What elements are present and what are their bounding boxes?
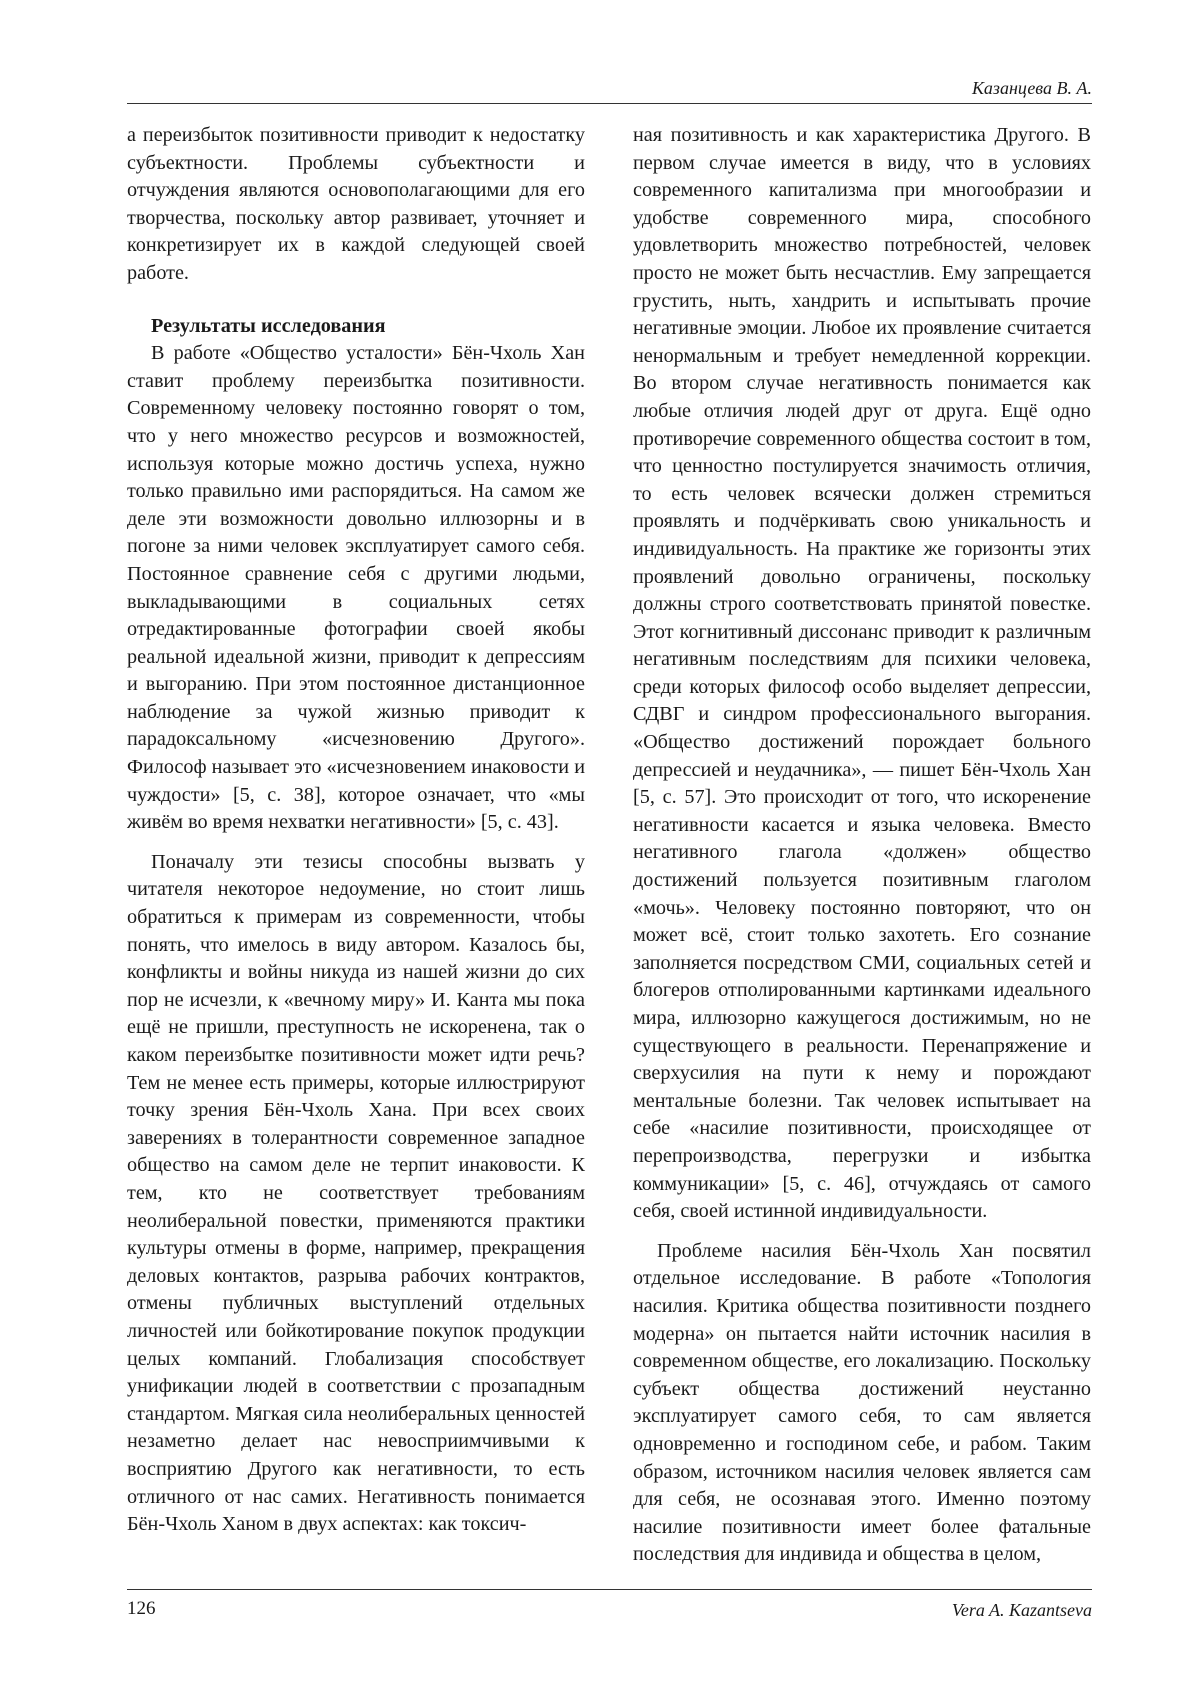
page-number: 126 [127,1598,156,1619]
right-column [633,122,1091,1569]
left-column [127,122,585,1539]
right-paragraph-1: ная позитивность и как характеристика Другого. В первом случае имеется в виду, что в условиях современного капитализма при многообразии и удобстве современного мира, способного удовлетворить множество потребностей, человек просто не может быть несчастлив. Ему запрещается грустить, ныть, хандрить и испытывать прочие негативные эмоции. Любое их проявление считается ненормальным и требует немедленной коррекции. Во втором случае негативность понимается как любые отличия людей друг от друга. Ещё одно противоречие современного общества состоит в том, что ценностно постулируется значимость отличия, то есть человек всячески должен стремиться проявлять и подчёркивать свою уникальность и индивидуальность. На практике же горизонты этих проявлений довольно ограничены, поскольку должны строго соответствовать принятой повестке. Этот когнитивный диссонанс приводит к различным негативным последствиям для психики человека, среди которых философ особо выделяет депрессии, СДВГ и синдром профессионального выгорания. «Общество достижений порождает больного депрессией и неудачника», — пишет Бён-Чхоль Хан [5, с. 57]. Это происходит от того, что искоренение негативности касается и языка человека. Вместо негативного глагола «должен» общество достижений пользуется позитивным глаголом «мочь». Человеку постоянно повторяют, что он может всё, стоит только захотеть. Его сознание заполняется посредством СМИ, социальных сетей и блогеров отполированными картинками идеального мира, иллюзорно кажущегося достижимым, но не существующего в реальности. Перенапряжение и сверхусилия на пути к нему и порождают ментальные болезни. Так человек испытывает на себе «насилие позитивности, происходящее от перепроизводства, перегрузки и избытка коммуникации» [5, с. 46], отчуждаясь от самого себя, своей истинной индивидуальности. [633,124,1091,1223]
header-rule [127,103,1092,104]
left-paragraph-1: а переизбыток позитивности приводит к недостатку субъектности. Проблемы субъектности и отчуждения являются основополагающими для его творчества, поскольку автор развивает, уточняет и конкретизирует их в каждой следующей своей работе. [127,124,585,284]
left-paragraph-3: Поначалу эти тезисы способны вызвать у читателя некоторое недоумение, но стоит лишь обратиться к примерам из современности, чтобы понять, что имелось в виду автором. Казалось бы, конфликты и войны никуда из нашей жизни до сих пор не исчезли, к «вечному миру» И. Канта мы пока ещё не пришли, преступность не искоренена, так о каком переизбытке позитивности может идти речь? Тем не менее есть примеры, которые иллюстрируют точку зрения Бён-Чхоль Хана. При всех своих заверениях в толерантности современное западное общество на самом деле не терпит инаковости. К тем, кто не соответствует требованиям неолиберальной повестки, применяются практики культуры отмены в форме, например, прекращения деловых контактов, разрыва рабочих контрактов, отмены публичных выступлений отдельных личностей или бойкотирование покупок продукции целых компаний. Глобализация способствует унификации людей в соответствии с прозападным стандартом. Мягкая сила неолиберальных ценностей незаметно делает нас невосприимчивыми к восприятию Другого как негативности, то есть отличного от нас самих. Негативность понимается Бён-Чхоль Ханом в двух аспектах: как токсич- [127,850,585,1536]
left-paragraph-2: В работе «Общество усталости» Бён-Чхоль Хан ставит проблему переизбытка позитивности. Современному человеку постоянно говорят о том, что у него множество ресурсов и возможностей, используя которые можно достичь успеха, нужно только правильно ими распорядиться. На самом же деле эти возможности довольно иллюзорны и в погоне за ними человек эксплуатирует самого себя. Постоянное сравнение себя с другими людьми, выкладывающими в социальных сетях отредактированные фотографии своей якобы реальной идеальной жизни, приводит к депрессиям и выгоранию. При этом постоянное дистанционное наблюдение за чужой жизнью приводит к парадоксальному «исчезновению Другого». Философ называет это «исчезновением инаковости и чуждости» [5, с. 38], которое означает, что «мы живём во время нехватки негативности» [5, с. 43]. [127,342,585,834]
running-head-author: Казанцева В. А. [971,78,1092,98]
right-paragraph-2: Проблеме насилия Бён-Чхоль Хан посвятил отдельное исследование. В работе «Топология насилия. Критика общества позитивности позднего модерна» он пытается найти источник насилия в современном обществе, его локализацию. Поскольку субъект общества достижений неустанно эксплуатирует самого себя, то сам является одновременно и господином себе, и рабом. Таким образом, источником насилия человек является сам для себя, не осознавая этого. Именно поэтому насилие позитивности имеет более фатальные последствия для индивида и общества в целом, [633,1239,1091,1566]
section-heading: Результаты исследования [151,314,386,337]
footer-author: Vera A. Kazantseva [951,1600,1092,1620]
footer-rule [127,1589,1092,1590]
